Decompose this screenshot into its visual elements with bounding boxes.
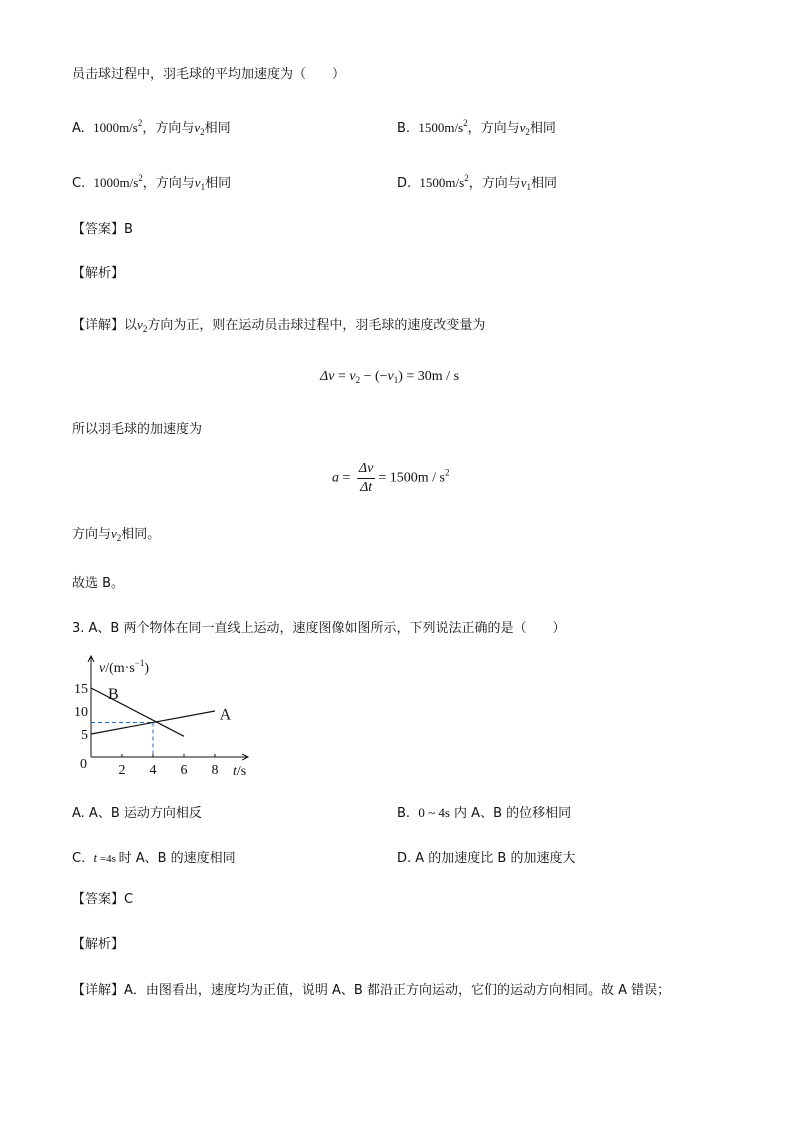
y-tick-label-15: 15 xyxy=(74,682,88,697)
option-2d: D. $1500m/s^2$，方向与$v_1$相同 xyxy=(397,173,558,192)
x-axis-label: t/s xyxy=(233,764,247,779)
series-label-a: A xyxy=(219,706,232,724)
velocity-time-chart xyxy=(68,652,268,780)
option-3c: C. t =4s 时 A、B 的速度相同 xyxy=(72,850,236,866)
analysis-label-3: 【解析】 xyxy=(72,937,125,952)
detail-2-line2: 所以羽毛球的加速度为 xyxy=(72,422,203,437)
x-tick-label-8: 8 xyxy=(211,763,219,778)
origin-label: 0 xyxy=(80,757,87,772)
x-tick-label-4: 4 xyxy=(149,763,157,778)
y-axis-label: $v/(m\cdot s^{-1})$ xyxy=(99,658,150,676)
series-line-b xyxy=(91,688,184,736)
series-label-b: B xyxy=(108,686,119,704)
y-tick-label-10: 10 xyxy=(74,705,88,720)
detail-2-choose: 故选 B。 xyxy=(72,576,125,591)
x-tick-label-6: 6 xyxy=(180,763,188,778)
equation-delta-v: $\Delta v = v_2 - (-v_1) = 30m / s$ xyxy=(320,369,460,385)
option-2c: C. $1000m/s^2$，方向与$v_1$相同 xyxy=(72,173,232,192)
detail-3-text: 【详解】A．由图看出，速度均为正值，说明 A、B 都沿正方向运动，它们的运动方向相同。故 A 错误； xyxy=(72,983,671,998)
question-3-stem: 3. A、B 两个物体在同一直线上运动，速度图像如图所示，下列说法正确的是（ ） xyxy=(72,621,566,636)
option-3d: D. A 的加速度比 B 的加速度大 xyxy=(397,851,576,866)
x-tick-label-2: 2 xyxy=(118,763,126,778)
equation-acceleration: a = $\frac{\Delta v}{\Delta t}$ = $1500m / s^2$ xyxy=(332,461,450,495)
option-2a: A. $1000m/s^2$，方向与$v_2$相同 xyxy=(72,118,231,137)
y-tick-label-5: 5 xyxy=(81,728,88,743)
answer-3: 【答案】C xyxy=(72,892,134,907)
detail-2-direction: 方向与$v_2$相同。 xyxy=(72,526,161,543)
option-3b: B. 0 ~ 4s 内 A、B 的位移相同 xyxy=(397,805,572,821)
analysis-label-2: 【解析】 xyxy=(72,266,125,281)
option-2b: B. $1500m/s^2$，方向与$v_2$相同 xyxy=(397,118,556,137)
detail-2-line1: 【详解】以$v_2$方向为正，则在运动员击球过程中，羽毛球的速度改变量为 xyxy=(72,317,486,334)
answer-2: 【答案】B xyxy=(72,222,133,237)
question-2-stem-tail: 员击球过程中，羽毛球的平均加速度为（ ） xyxy=(72,67,346,82)
option-3a: A. A、B 运动方向相反 xyxy=(72,806,202,821)
